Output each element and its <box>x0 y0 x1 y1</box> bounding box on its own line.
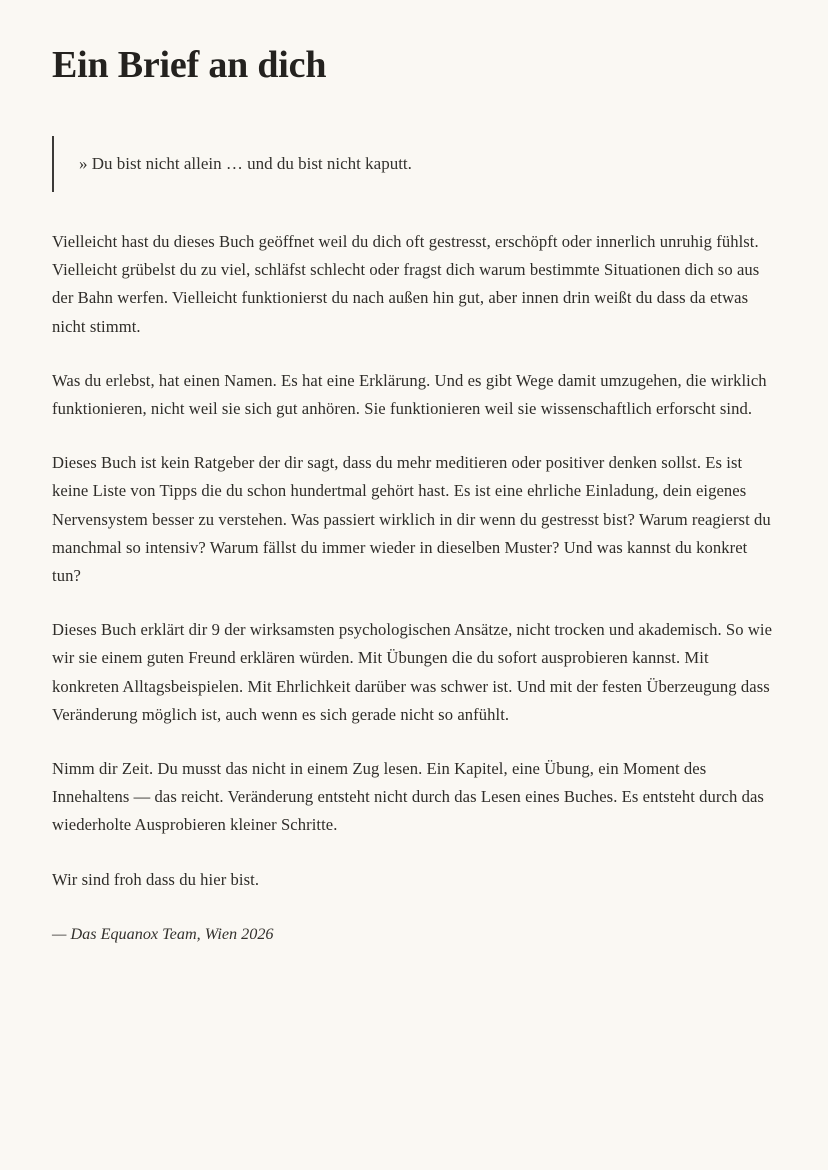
letter-article <box>52 42 776 948</box>
signature: — Das Equanox Team, Wien 2026 <box>52 924 274 943</box>
pull-quote-text: » Du bist nicht allein … und du bist nicht kaputt. <box>79 154 412 173</box>
body-paragraph: Dieses Buch ist kein Ratgeber der dir sagt, dass du mehr meditieren oder positiver denken sollst. Es ist keine Liste von Tipps die du schon hundertmal gehört hast. Es ist eine ehrliche Einladung, dein eigenes Nervensystem besser zu verstehen. Was passiert wirklich in dir wenn du gestresst bist? Warum reagierst du manchmal so intensiv? Warum fällst du immer wieder in dieselben Muster? Und was kannst du konkret tun? <box>52 453 771 586</box>
page-title: Ein Brief an dich <box>52 44 327 86</box>
pull-quote <box>52 136 776 192</box>
body-paragraph: Vielleicht hast du dieses Buch geöffnet weil du dich oft gestresst, erschöpft oder innerlich unruhig fühlst. Vielleicht grübelst du zu viel, schläfst schlecht oder fragst dich warum bestimmte Situationen dich so aus der Bahn werfen. Vielleicht funktionierst du nach außen hin gut, aber innen drin weißt du dass da etwas nicht stimmt. <box>52 232 760 336</box>
body-paragraph: Nimm dir Zeit. Du musst das nicht in einem Zug lesen. Ein Kapitel, eine Übung, ein Moment des Innehaltens — das reicht. Veränderung entsteht nicht durch das Lesen eines Buches. Es entsteht durch das wiederholte Ausprobieren kleiner Schritte. <box>52 759 764 835</box>
body-paragraph: Dieses Buch erklärt dir 9 der wirksamsten psychologischen Ansätze, nicht trocken und akademisch. So wie wir sie einem guten Freund erklären würden. Mit Übungen die du sofort ausprobieren kannst. Mit konkreten Alltagsbeispielen. Mit Ehrlichkeit darüber was schwer ist. Und mit der festen Überzeugung dass Veränderung möglich ist, auch wenn es sich gerade nicht so anfühlt. <box>52 620 773 724</box>
closing-line: Wir sind froh dass du hier bist. <box>52 869 260 889</box>
body-copy <box>52 228 776 948</box>
body-paragraph: Was du erlebst, hat einen Namen. Es hat eine Erklärung. Und es gibt Wege damit umzugehen, die wirklich funktionieren, nicht weil sie sich gut anhören. Sie funktionieren weil sie wissenschaftlich erforscht sind. <box>52 370 767 419</box>
